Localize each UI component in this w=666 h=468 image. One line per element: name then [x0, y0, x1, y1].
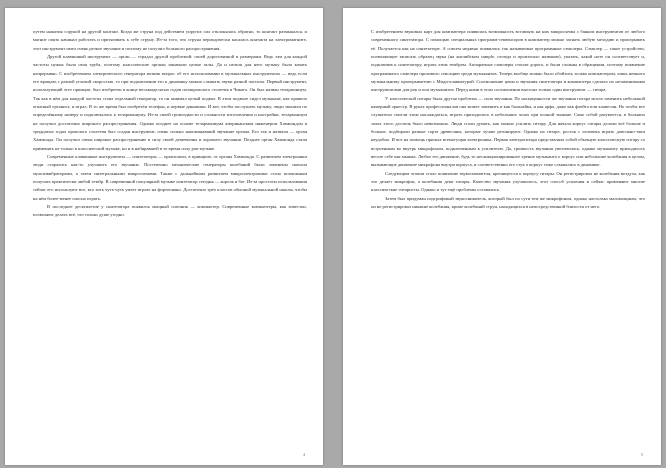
paragraph: Другой клавишный инструмент — орган — страдал другой проблемой: своей дороговизной и размерами. Ведь там для каждой частоты нужна была своя труба, поэтому классические органы занимали целые залы. Да и нельзя для него музыку было качать непрерывно. С изобретением электрического генератора возник вопрос об его использовании в музыкальных инструментах — ведь если его вращать с разной угловой скоростью, то при подключении его к динамику можно слышать звуки разной частоты. Первый инструмент, использующий этот принцип, был изобретен в конце восьмидесятых годов позапрошлого столетия в Чикаго. Он был назван телармониум. Так как в нём для каждой частоты стоял отдельный генератор, то он занимал целый подвал. В этом подвале сидел музыкант, как правило опытный органист, и играл. В то же время был изобретён телефон, и первые динамики. И вот, чтобы послушать музыку, люди звонили по определённому номеру и подключались к телармониуму. Из-за своей громоздкости и сложности изготовления и настройки, телармониум не получил достаточно широкого распространения. Однако позднее на основе телармониума американским инженером Хаммондом в тридцатых годах прошлого столетия был создан инструмент, очень сильно напоминавший звучание органа. Его так и назвали — орган Хаммонда. Он получил очень широкое распространение в силу своей дешевизны и хорошего звучания. Позднее орган Хаммонда стали применять не только в классической музыке, но и в набиравшей в то время силу рок-музыке. — [33, 53, 307, 151]
page-number: 4 — [303, 452, 305, 457]
document-page-right — [343, 8, 661, 465]
paragraph: путем нажатия сорукой на другой контакт. Когда же струна под действием упругих сил отклонялась обратно, то контакт размыкался, и магнит опять начинал работать и притягивать к себе струну. Из-за того, что струна периодически касалась контакта на электромагните, этот инструмент имел очень резкое звучание и поэтому не получил большого распространения. — [33, 29, 307, 51]
paragraph: С изобретением звуковых карт для компьютера появилась возможность вставлять на них микросхемы с банком инструментов от любого современного синтезатора. С помощью специальных программ-секвенсоров в компьютер можно загнать любую мелодию и проигрывать её. Получается как на синтезаторе. А совсем недавно появились так называемые программные сэмплеры. Сэмплер — такое устройство, позволяющее записать образец звука (на английском sample, отсюда и произошло название), указать, какой ноте он соответствует и, подключив к синтезатору, играть этим тембром. Аппаратные сэмплеры стоили дорого, и были сложны в обращении, поэтому появление программного сэмплера произвело сенсацию среди музыкантов. Теперь вообще можно было обойтись только компьютером, лишь немного музыкальному проигрывателю с Миди-клавиатурой. Соотношение цены и звучания синтезатора и компьютера сделало их незаменимыми инструментами для рок и поп музыкантов. Перед ними в этом соотношении выстоял только один инструмент — гитара. — [371, 29, 645, 93]
document-page-left — [5, 8, 323, 465]
paragraph: Современные клавишные инструменты — синтезаторы — произошли, в принципе, от органа Хаммонда. С развитием электроники люди старались как-то улучшить его звучание. Постепенно механические генераторы колебаний были заменены сначала мультивибраторами, а затем интегральными микросхемами. Также с дальнейшим развитием микроэлектроники стало возможным получать практически любой тембр. В современной популярной музыке синтезатор сегодня — король и бог. Из-за простоты использования сейчас его используют все, кто хоть чуть-чуть умеет играть на фортепиано. Достаточно трёх классов обычной музыкальной школы, чтобы на нём более-менее сносно играть. — [33, 153, 307, 201]
page-text-right — [371, 28, 645, 211]
paragraph: Следующим этапом стало появление звукоснимателя, крепящегося к корпусу гитары. Он регистрировал не колебания воздуха, как это делает микрофон, а колебания деки гитары. Качество звучания улучшилось, этот способ усиления и сейчас применяют многие классические гитаристы. Однако и тут ещё проблемы оставались. — [371, 170, 645, 193]
page-text-left — [33, 28, 307, 220]
paragraph: Затем был придуман подгрифовый звукосниматель, который был по сути тем же микрофоном, однако настолько маломощным, что он не регистрировал никакие колебания, кроме колебаний струн, находящихся в непосредственной близости от него. — [371, 195, 645, 209]
paragraph: В последнее десятилетие у синтезатора появился мощный союзник — компьютер. Современные компьютеры, как известно, позволяют делать всё, что только душе угодно. — [33, 203, 307, 218]
page-number: 5 — [641, 452, 643, 457]
paragraph: У классической гитары была другая проблема — сила звучания. По насыщенности же звучания гитара могла заменить небольшой камерный оркестр. В руках профессионалов она может заменить и как балалайка, и как арфа, даже как флейта или клавесин. Но чтобы все слушатели смогли этим наслаждаться, играть приходилось в небольших залах при полной тишине. Само собой разумеется, в больших залах этого достичь было невозможно. Люди стали думать, как можно усилить гитару. Для начала корпус гитары делали всё больше и больше, подбирали разные сорта древесины, которые лучше резонируют. Однако на гитаре, росток с человека играть довольно-таки неудобно. И вот на помощь пришла всемогущая электроника. Первая электрогитара представляла собой обычную классическую гитару со встроенным во внутрь микрофоном, подключенным к усилителю. Да, громкость звучания увеличилась, однако музыканту приходилось весьте себе как мышка. Любое его движение, будь то несанкционированное трение музыканта о корпус или небольшие колебания в целом, вызывающие движение микрофона внутри корпуса, и соответственно его стук о корпус тоже слышались в динамике. — [371, 95, 645, 168]
